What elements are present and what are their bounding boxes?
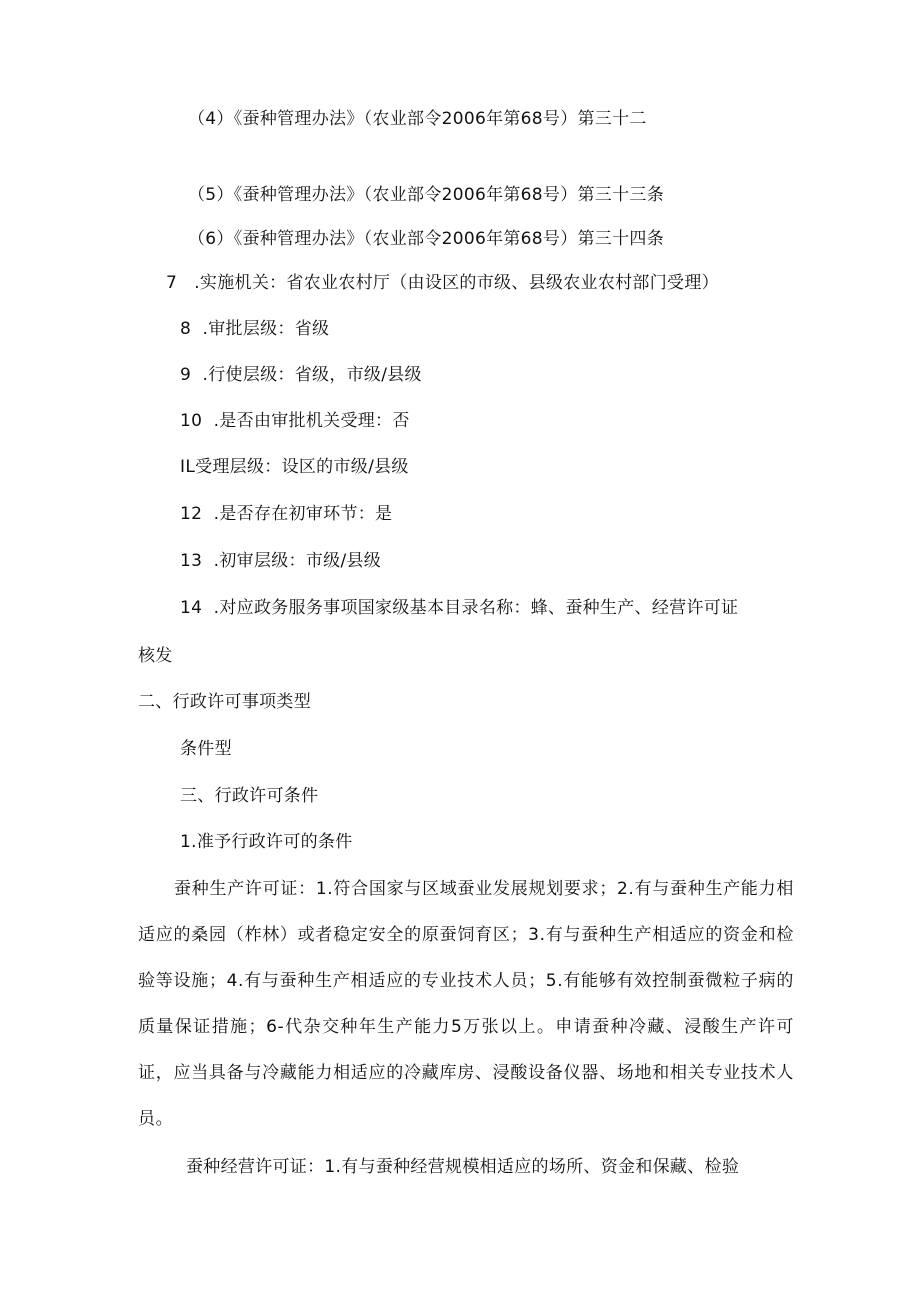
implementing-agency: 7 .实施机关：省农业农村厅（由设区的市级、县级农业农村部门受理）: [166, 273, 719, 293]
permit-type-value: 条件型: [180, 739, 232, 759]
operation-permit-conditions: 蚕种经营许可证：1.有与蚕种经营规模相适应的场所、资金和保藏、检验: [186, 1157, 740, 1177]
acceptance-level: IL受理层级：设区的市级/县级: [180, 457, 409, 477]
legal-basis-item-6: （6）《蚕种管理办法》（农业部令2006年第68号）第三十四条: [188, 229, 665, 249]
legal-basis-item-4: （4）《蚕种管理办法》（农业部令2006年第68号）第三十二: [188, 109, 647, 129]
national-catalog-name-continued: 核发: [138, 646, 173, 666]
production-permit-conditions: 蚕种生产许可证：1.符合国家与区域蚕业发展规划要求；2.有与蚕种生产能力相适应的桑园（柞林）或者稳定安全的原蚕饲育区；3.有与蚕种生产相适应的资金和检验等设施；4.有与蚕种生产相适应的专业技术人员；5.有能够有效控制蚕微粒子病的质量保证措施；6-代杂交种年生产能力5万张以上。申请蚕种冷藏、浸酸生产许可证，应当具备与冷藏能力相适应的冷藏库房、浸酸设备仪器、场地和相关专业技术人员。: [138, 879, 794, 1129]
legal-basis-item-5: （5）《蚕种管理办法》（农业部令2006年第68号）第三十三条: [188, 185, 665, 205]
national-catalog-name: 14 .对应政务服务事项国家级基本目录名称：蜂、蚕种生产、经营许可证: [180, 598, 739, 618]
subheading-approval-conditions: 1.准予行政许可的条件: [180, 832, 353, 852]
exercise-level: 9 .行使层级：省级，市级/县级: [180, 365, 422, 385]
preliminary-review-exists: 12 .是否存在初审环节：是: [180, 504, 393, 524]
section-heading-permit-conditions: 三、行政许可条件: [180, 786, 319, 806]
approval-level: 8 .审批层级：省级: [180, 319, 330, 339]
accepted-by-approver: 10 .是否由审批机关受理：否: [180, 411, 410, 431]
section-heading-permit-type: 二、行政许可事项类型: [138, 692, 311, 712]
preliminary-review-level: 13 .初审层级：市级/县级: [180, 551, 382, 571]
